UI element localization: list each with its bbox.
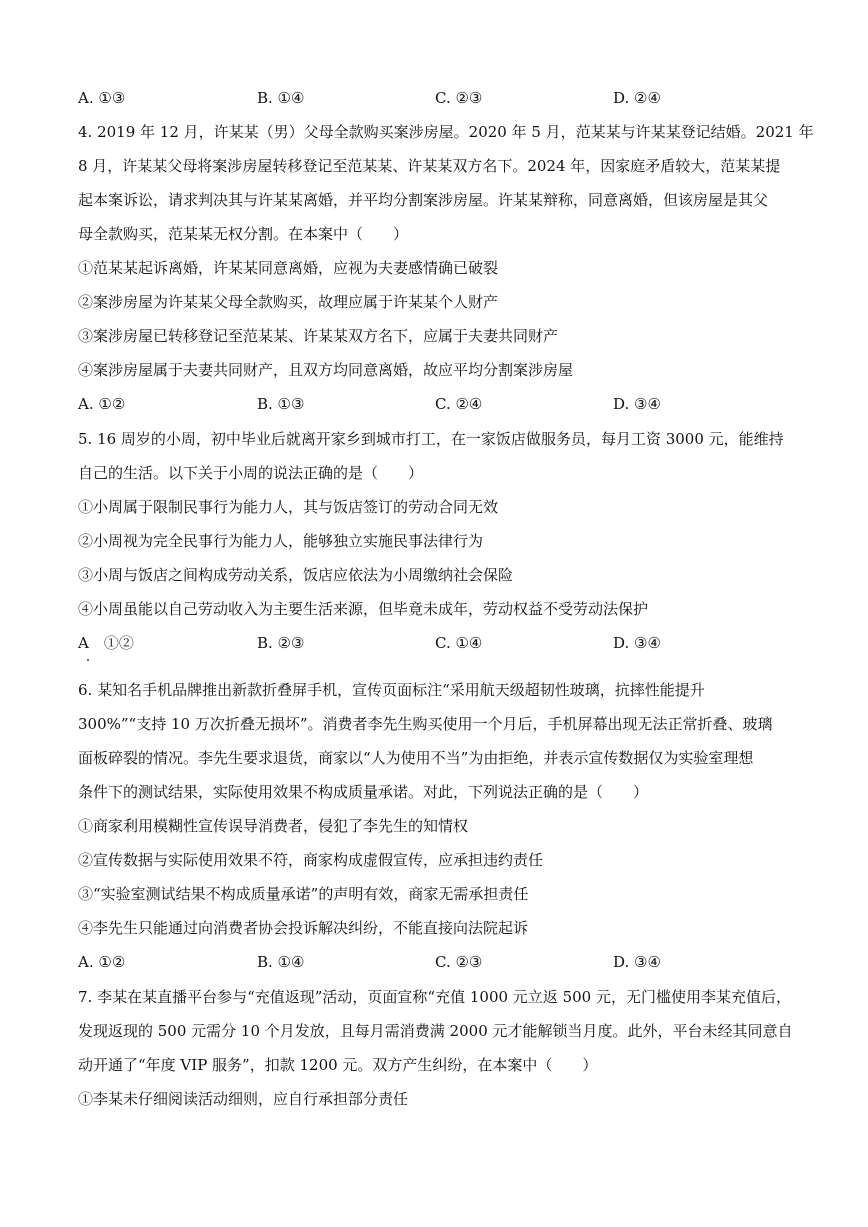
q4-option-b[interactable]: B. ①③	[257, 395, 305, 413]
q6-option-d[interactable]: D. ③④	[613, 953, 661, 971]
q6-statement-3: ③“实验室测试结果不构成质量承诺”的声明有效，商家无需承担责任	[78, 885, 529, 903]
q4-options	[78, 394, 798, 414]
q4-statement-2: ②案涉房屋为许某某父母全款购买，故理应属于许某某个人财产	[78, 293, 499, 311]
q5-option-b[interactable]: B. ②③	[257, 634, 305, 652]
q4-stem-line-3: 起本案诉讼，请求判决其与许某某离婚，并平均分割案涉房屋。许某某辩称，同意离婚，但该房屋是其父	[78, 191, 769, 209]
q4-stem-line-4: 母全款购买，范某某无权分割。在本案中（ ）	[78, 225, 409, 243]
q5-stem-line-1: 5. 16 周岁的小周，初中毕业后就离开家乡到城市打工，在一家饭店做服务员，每月工资 3000 元，能维持	[78, 430, 784, 448]
q5-statement-2: ②小周视为完全民事行为能力人，能够独立实施民事法律行为	[78, 532, 484, 550]
q4-stem-line-2: 8 月，许某某父母将案涉房屋转移登记至范某某、许某某双方名下。2024 年，因家庭矛盾较大，范某某提	[78, 157, 781, 175]
q7-stem-line-3: 动开通了“年度 VIP 服务”，扣款 1200 元。双方产生纠纷，在本案中（ ）	[78, 1056, 598, 1074]
q6-stem-line-1: 6. 某知名手机品牌推出新款折叠屏手机，宣传页面标注“采用航天级超韧性玻璃，抗摔性能提升	[78, 681, 705, 699]
q4-option-d[interactable]: D. ③④	[613, 395, 661, 413]
q7-statement-1: ①李某未仔细阅读活动细则，应自行承担部分责任	[78, 1090, 409, 1108]
q5-option-d[interactable]: D. ③④	[613, 634, 661, 652]
q3-option-a[interactable]: A. ①③	[78, 89, 126, 107]
q5-options	[78, 633, 798, 653]
q6-stem-line-3: 面板碎裂的情况。李先生要求退货，商家以“人为使用不当”为由拒绝，并表示宣传数据仅为实验室理想	[78, 749, 754, 767]
q5-statement-4: ④小周虽能以自己劳动收入为主要生活来源，但毕竟未成年，劳动权益不受劳动法保护	[78, 600, 649, 618]
q3-option-c[interactable]: C. ②③	[435, 89, 483, 107]
q5-option-c[interactable]: C. ①④	[435, 634, 483, 652]
stray-mark	[87, 659, 89, 661]
q7-stem-line-2: 发现返现的 500 元需分 10 个月发放，且每月需消费满 2000 元才能解锁当月度。此外，平台未经其同意自	[78, 1022, 793, 1040]
q4-option-a[interactable]: A. ①②	[78, 395, 126, 413]
q3-option-b[interactable]: B. ①④	[257, 89, 305, 107]
q6-option-c[interactable]: C. ②③	[435, 953, 483, 971]
q6-options	[78, 952, 798, 972]
q6-stem-line-2: 300%”“支持 10 万次折叠无损坏”。消费者李先生购买使用一个月后，手机屏幕出现无法正常折叠、玻璃	[78, 715, 773, 733]
q4-statement-1: ①范某某起诉离婚，许某某同意离婚，应视为夫妻感情确已破裂	[78, 259, 499, 277]
q5-option-a[interactable]: A ①②	[78, 634, 134, 652]
q6-statement-4: ④李先生只能通过向消费者协会投诉解决纠纷，不能直接向法院起诉	[78, 919, 529, 937]
q6-statement-1: ①商家利用模糊性宣传误导消费者，侵犯了李先生的知情权	[78, 817, 469, 835]
q3-option-d[interactable]: D. ②④	[613, 89, 661, 107]
q4-stem-line-1: 4. 2019 年 12 月，许某某（男）父母全款购买案涉房屋。2020 年 5 月，范某某与许某某登记结婚。2021 年	[78, 123, 814, 141]
q4-statement-4: ④案涉房屋属于夫妻共同财产，且双方均同意离婚，故应平均分割案涉房屋	[78, 361, 574, 379]
q3-options	[78, 88, 798, 108]
q6-stem-line-4: 条件下的测试结果，实际使用效果不构成质量承诺。对此，下列说法正确的是（ ）	[78, 783, 649, 801]
q6-statement-2: ②宣传数据与实际使用效果不符，商家构成虚假宣传，应承担违约责任	[78, 851, 544, 869]
q6-option-a[interactable]: A. ①②	[78, 953, 126, 971]
q5-statement-1: ①小周属于限制民事行为能力人，其与饭店签订的劳动合同无效	[78, 498, 499, 516]
q5-stem-line-2: 自己的生活。以下关于小周的说法正确的是（ ）	[78, 464, 424, 482]
q7-stem-line-1: 7. 李某在某直播平台参与“充值返现”活动，页面宣称“充值 1000 元立返 500 元，无门槛使用李某充值后，	[78, 988, 791, 1006]
q6-option-b[interactable]: B. ①④	[257, 953, 305, 971]
q4-option-c[interactable]: C. ②④	[435, 395, 483, 413]
q4-statement-3: ③案涉房屋已转移登记至范某某、许某某双方名下，应属于夫妻共同财产	[78, 327, 559, 345]
q5-statement-3: ③小周与饭店之间构成劳动关系，饭店应依法为小周缴纳社会保险	[78, 566, 514, 584]
